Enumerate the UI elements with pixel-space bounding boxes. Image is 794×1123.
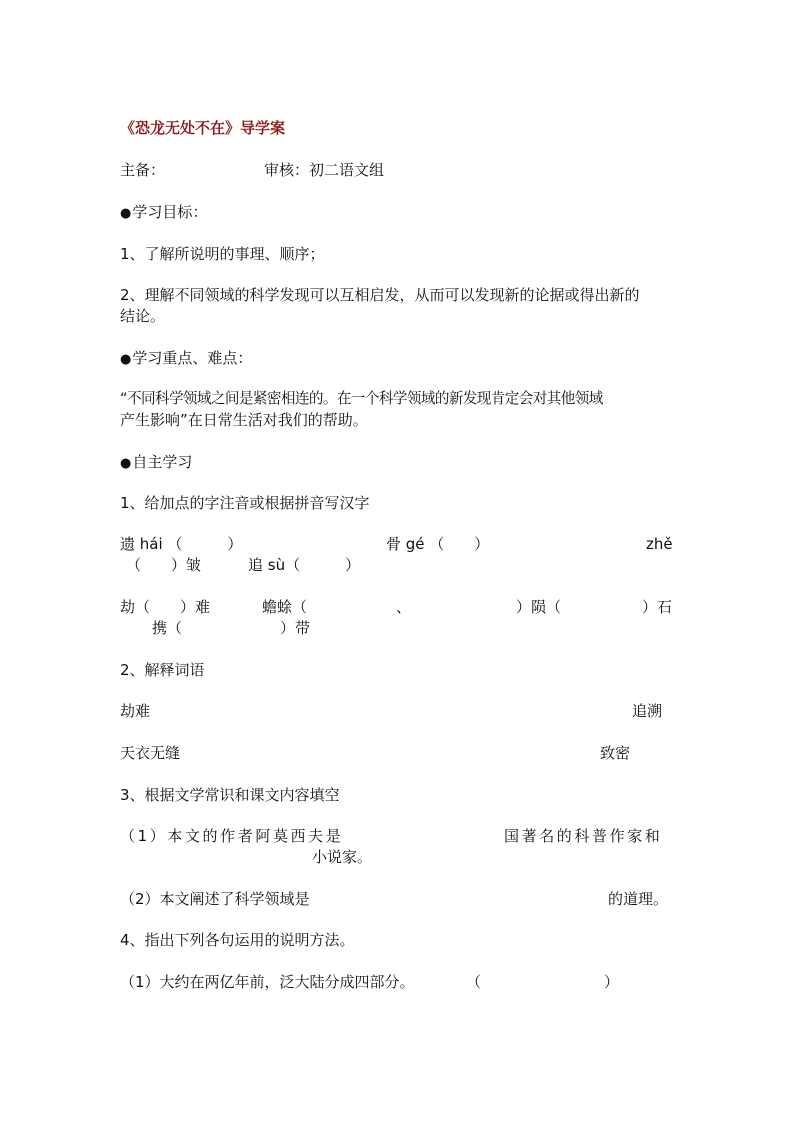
- section-heading-key-points: [120, 348, 252, 370]
- blank-separator: 、: [396, 598, 412, 616]
- key-points-line-2: 产生影响”在日常生活对我们的帮助。: [120, 411, 368, 429]
- bullet-icon: ●: [120, 456, 132, 471]
- goal-item-1: 1、了解所说明的事理、顺序；: [120, 245, 325, 263]
- page-title: 《恐龙无处不在》导学案: [120, 119, 286, 137]
- section-heading-goals: [120, 202, 207, 224]
- question-1-title: 1、给加点的字注音或根据拼音写汉字: [120, 494, 370, 512]
- bullet-icon: ●: [120, 352, 132, 367]
- pinyin-item-su: 追 sù（ ）: [248, 556, 361, 574]
- reviewer-label: 审核：初二语文组: [264, 161, 385, 179]
- blank-item-zhou: （ ）皱: [126, 556, 202, 574]
- pinyin-item-hai: 遗 hái （ ）: [120, 535, 243, 553]
- blank-item-chanchu: 蟾蜍（: [262, 598, 308, 616]
- section-heading-self-study: [120, 452, 192, 474]
- method-answer-open: （: [466, 973, 482, 991]
- goal-item-2-line-2: 结论。: [120, 307, 166, 325]
- blank-item-jienan: 劫（ ）难: [120, 598, 211, 616]
- goals-heading: 学习目标：: [132, 203, 208, 221]
- key-points-heading: 学习重点、难点：: [132, 349, 253, 367]
- pinyin-item-zhe: zhě: [646, 535, 673, 553]
- method-sentence-1: （1）大约在两亿年前，泛大陆分成四部分。: [120, 973, 415, 991]
- word-zhuisu: 追溯: [632, 702, 663, 720]
- bullet-icon: ●: [120, 206, 132, 221]
- blank-item-yun: ）陨（: [516, 598, 562, 616]
- word-tianyiwufeng: 天衣无缝: [120, 744, 181, 762]
- fill-sentence-1b: 国著名的科普作家和: [504, 827, 663, 845]
- fill-sentence-1c: 小说家。: [312, 848, 373, 866]
- question-3-title: 3、根据文学常识和课文内容填空: [120, 786, 340, 804]
- fill-sentence-2b: 的道理。: [608, 890, 669, 908]
- blank-item-shi: ）石: [642, 598, 673, 616]
- word-zhimi: 致密: [600, 744, 631, 762]
- fill-sentence-1a: （1）本文的作者阿莫西夫是: [120, 827, 344, 845]
- word-jienan: 劫难: [120, 702, 151, 720]
- preparer-label: 主备：: [120, 161, 166, 179]
- fill-sentence-2a: （2）本文阐述了科学领域是: [120, 890, 310, 908]
- question-4-title: 4、指出下列各句运用的说明方法。: [120, 931, 355, 949]
- blank-item-dai: ）带: [280, 619, 311, 637]
- key-points-line-1: “不同科学领域之间是紧密相连的。在一个科学领域的新发现肯定会对其他领域: [120, 390, 603, 407]
- pinyin-item-ge: 骨 gé （ ）: [386, 535, 490, 553]
- self-study-heading: 自主学习: [132, 453, 193, 471]
- method-answer-close: ）: [604, 973, 620, 991]
- goal-item-2-line-1: 2、理解不同领域的科学发现可以互相启发，从而可以发现新的论据或得出新的: [120, 286, 640, 304]
- blank-item-xie: 携（: [152, 619, 183, 637]
- question-2-title: 2、解释词语: [120, 661, 205, 679]
